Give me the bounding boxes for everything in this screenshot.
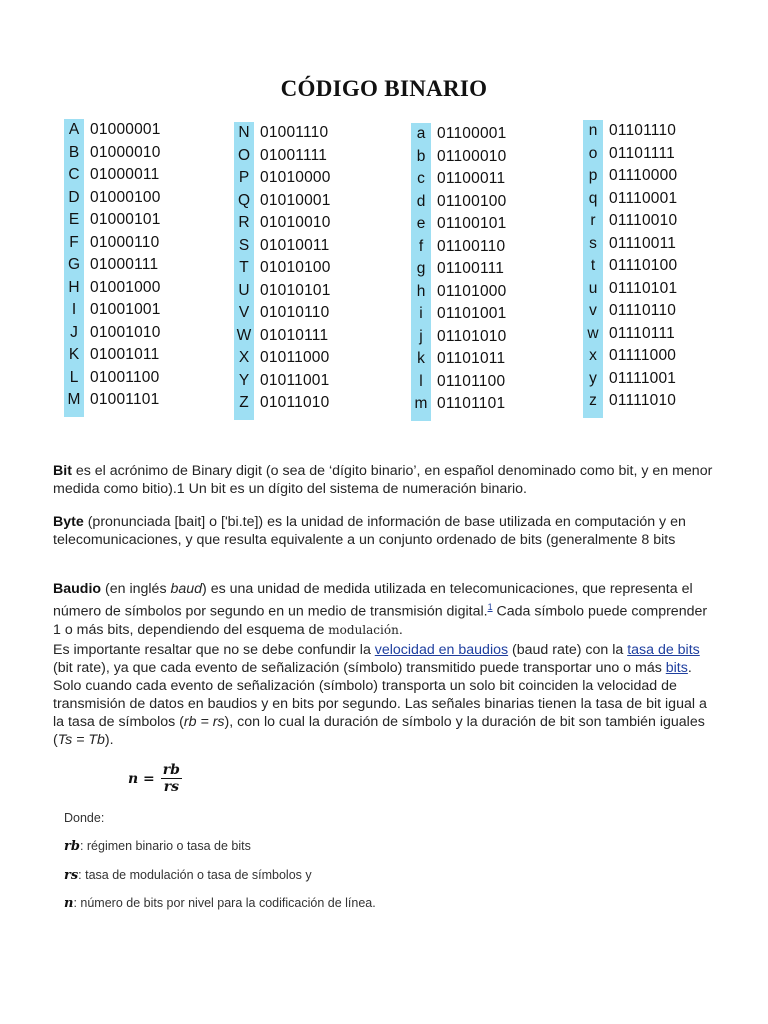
binary-code-cell: 01000111 (90, 256, 159, 274)
table-row (234, 370, 331, 393)
binary-code-cell: 01110011 (609, 234, 677, 252)
letter-cell: Z (239, 394, 249, 412)
table-row (411, 371, 506, 394)
binary-code-cell: 01111000 (609, 347, 677, 365)
binary-code-cell: 01101100 (437, 372, 506, 390)
binary-code-cell: 01010100 (260, 259, 331, 277)
baudio-term: Baudio (53, 581, 102, 597)
table-row (411, 236, 506, 259)
table-row (234, 392, 331, 415)
letter-cell: Y (238, 371, 250, 389)
binary-code-cell: 01000010 (90, 143, 161, 161)
binary-code-cell: 01101010 (437, 327, 507, 345)
table-row (411, 168, 506, 191)
binary-code-cell: 01101111 (609, 144, 675, 162)
table-row (234, 122, 331, 145)
binary-code-cell: 01000110 (90, 233, 160, 251)
letter-cell: l (419, 372, 423, 390)
letter-cell: f (418, 237, 424, 255)
binary-code-cell: 01101011 (437, 350, 506, 368)
letter-cell: X (238, 349, 250, 367)
binary-code-cell: 01001111 (260, 146, 328, 164)
letter-cell: P (238, 169, 250, 187)
baudio-paragraph: Baudio (en inglés baud) es una unidad de medida utilizada en telecomunicaciones, que representa el número de símbolos por segundo en un medio de transmisión digital.$^1$ Cada símbolo puede comprender 1 o más bits, dependiendo del esquema de modulación. (53, 581, 708, 638)
table-row (64, 389, 161, 412)
formula-numerator: rb (162, 762, 180, 778)
byte-term: Byte (53, 514, 84, 530)
table-row (411, 123, 506, 146)
table-row (64, 344, 161, 367)
binary-code-cell: 01101000 (437, 282, 507, 300)
table-row (64, 367, 161, 390)
link-tasa-de-bits[interactable]: tasa de bits (627, 642, 700, 658)
binary-code-cell: 01010001 (260, 191, 331, 209)
binary-code-cell: 01011001 (260, 371, 330, 389)
binary-code-cell: 01010111 (260, 326, 329, 344)
binary-code-cell: 01010000 (260, 169, 331, 187)
letter-cell: n (588, 122, 598, 140)
binary-code-cell: 01000100 (90, 188, 161, 206)
binary-code-cell: 01011010 (260, 394, 330, 412)
binary-code-cell: 01100010 (437, 147, 507, 165)
table-row (583, 323, 677, 346)
binary-code-cell: 01100001 (437, 125, 507, 143)
table-row (234, 167, 331, 190)
table-row (64, 119, 161, 142)
letter-cell: G (67, 256, 81, 274)
letter-cell: J (70, 323, 78, 341)
byte-text: (pronunciada [bait] o ['bi.te]) es la unidad de información de base utilizada en computación y en telecomunicaciones, y que resulta equivalente a un conjunto ordenado de bits (generalmente 8 bits (53, 514, 686, 548)
table-row (411, 258, 506, 281)
letter-cell: N (238, 124, 250, 142)
baud-word: baud (170, 581, 203, 597)
table-row (64, 209, 161, 232)
binary-code-cell: 01110101 (609, 279, 678, 297)
binary-code-cell: 01111010 (609, 392, 677, 410)
table-row (64, 254, 161, 277)
table-row (64, 232, 161, 255)
table-column (583, 120, 677, 413)
binary-code-cell: 01011000 (260, 349, 330, 367)
letter-cell: e (416, 215, 426, 233)
letter-cell: g (416, 260, 426, 278)
table-row (64, 277, 161, 300)
letter-cell: E (68, 211, 80, 229)
table-row (583, 368, 677, 391)
table-row (583, 390, 677, 413)
binary-code-cell: 01100011 (437, 170, 506, 188)
table-row (234, 280, 331, 303)
letter-cell: t (590, 257, 596, 275)
binary-code-cell: 01000001 (90, 121, 161, 139)
byte-paragraph (53, 513, 713, 549)
page-title: CÓDIGO BINARIO (280, 76, 488, 101)
binary-code-cell: 01010101 (260, 281, 331, 299)
table-row (234, 235, 331, 258)
binary-code-cell: 01110010 (609, 212, 678, 230)
binary-code-cell: 01100110 (437, 237, 506, 255)
binary-code-cell: 01100101 (437, 215, 507, 233)
table-row (411, 393, 506, 416)
table-row (234, 347, 331, 370)
binary-code-cell: 01001110 (260, 124, 329, 142)
binary-code-cell: 01110100 (609, 257, 678, 275)
letter-cell: u (588, 279, 598, 297)
binary-code-cell: 01110111 (609, 324, 675, 342)
binary-code-cell: 01000011 (90, 166, 160, 184)
binary-code-cell: 01101101 (437, 395, 506, 413)
table-row (583, 255, 677, 278)
letter-cell: B (68, 143, 80, 161)
link-velocidad-en-baudios[interactable]: velocidad en baudios (374, 642, 509, 658)
table-row (64, 299, 161, 322)
table-row (411, 281, 506, 304)
letter-cell: w (587, 324, 599, 342)
formula-fraction (161, 762, 182, 795)
letter-cell: j (419, 327, 423, 345)
letter-cell: H (68, 278, 80, 296)
letter-cell: k (417, 350, 425, 368)
bit-text: es el acrónimo de Binary digit (o sea de ‘dígito binario’, en español denominado como bit, y en menor medida como bitio).1 Un bit es un dígito del sistema de numeración binario. (53, 463, 713, 497)
table-row (234, 302, 331, 325)
binary-code-cell: 01110001 (609, 189, 678, 207)
table-row (234, 257, 331, 280)
table-row (234, 212, 331, 235)
letter-cell: T (239, 259, 249, 277)
binary-code-cell: 01110000 (609, 167, 678, 185)
binary-code-cell: 01010110 (260, 304, 330, 322)
table-row (411, 303, 506, 326)
letter-cell: s (589, 234, 597, 252)
binary-code-cell: 01101001 (437, 305, 507, 323)
binary-code-cell: 01010010 (260, 214, 331, 232)
table-row (583, 143, 677, 166)
table-row (583, 278, 677, 301)
letter-cell: p (588, 167, 598, 185)
letter-cell: D (68, 188, 80, 206)
table-row (64, 142, 161, 165)
letter-cell: O (237, 146, 251, 164)
table-column (64, 119, 161, 412)
binary-code-cell: 01001011 (90, 346, 160, 364)
letter-cell: m (414, 395, 428, 413)
definition-rs: rs: tasa de modulación o tasa de símbolos y (64, 868, 312, 883)
letter-cell: x (589, 347, 597, 365)
binary-code-cell: 01010011 (260, 236, 330, 254)
table-row (234, 190, 331, 213)
table-row (583, 188, 677, 211)
donde-label: Donde: (64, 811, 105, 825)
table-row (64, 164, 161, 187)
letter-cell: R (238, 214, 250, 232)
table-row (234, 145, 331, 168)
definition-n: n: número de bits por nivel para la codificación de línea. (64, 896, 376, 911)
table-row (411, 348, 506, 371)
table-row (583, 165, 677, 188)
table-row (411, 326, 506, 349)
table-row (583, 233, 677, 256)
modulacion-word: modulación (328, 622, 399, 637)
definition-rb: rb: régimen binario o tasa de bits (64, 839, 251, 854)
letter-cell: z (589, 392, 597, 410)
table-row (64, 187, 161, 210)
letter-cell: L (69, 368, 79, 386)
table-column (234, 122, 331, 415)
letter-cell: S (238, 236, 250, 254)
letter-cell: a (416, 125, 426, 143)
letter-cell: C (68, 166, 80, 184)
bit-term: Bit (53, 463, 72, 479)
letter-cell: K (68, 346, 80, 364)
link-bits[interactable]: bits (665, 660, 688, 676)
letter-cell: Q (237, 191, 251, 209)
binary-code-cell: 01100100 (437, 192, 507, 210)
binary-code-cell: 01001010 (90, 323, 161, 341)
binary-code-cell: 01001100 (90, 368, 160, 386)
bit-paragraph (53, 462, 713, 498)
table-row (234, 325, 331, 348)
important-paragraph: Es importante resaltar que no se debe confundir la velocidad en baudios (baud rate) con la tasa de bits (bit rate), ya que cada evento de señalización (símbolo) transmitido puede transportar uno o más bits. Solo cuando cada evento de señalización (símbolo) transporta un solo bit coinciden la velocidad de transmisión de datos en baudios y en bits por segundo. Las señales binarias tienen la tasa de bit igual a la tasa de símbolos (rb = rs), con lo cual la duración de símbolo y la duración de bit son también iguales (Ts = Tb). (53, 642, 707, 748)
table-row (583, 345, 677, 368)
letter-cell: M (67, 391, 81, 409)
letter-cell: v (589, 302, 597, 320)
letter-cell: d (416, 192, 426, 210)
binary-code-cell: 01111001 (609, 369, 677, 387)
binary-code-cell: 01100111 (437, 260, 505, 278)
letter-cell: F (69, 233, 79, 251)
table-row (583, 300, 677, 323)
letter-cell: A (68, 121, 80, 139)
binary-code-cell: 01101110 (609, 122, 677, 140)
formula-lhs: n = (128, 770, 155, 787)
formula-denominator: rs (163, 779, 180, 795)
table-row (411, 191, 506, 214)
table-row (64, 322, 161, 345)
letter-cell: b (416, 147, 426, 165)
binary-code-cell: 01000101 (90, 211, 161, 229)
letter-cell: i (419, 305, 423, 323)
letter-cell: r (590, 212, 596, 230)
letter-cell: h (416, 282, 426, 300)
baud-formula (128, 762, 182, 795)
binary-code-cell: 01001101 (90, 391, 160, 409)
table-row (583, 210, 677, 233)
letter-cell: V (238, 304, 250, 322)
letter-cell: y (589, 369, 597, 387)
table-column (411, 123, 506, 416)
binary-code-cell: 01001001 (90, 301, 161, 319)
letter-cell: I (71, 301, 77, 319)
binary-code-cell: 01110110 (609, 302, 677, 320)
letter-cell: W (236, 326, 252, 344)
binary-code-cell: 01001000 (90, 278, 161, 296)
letter-cell: U (238, 281, 250, 299)
table-row (411, 146, 506, 169)
letter-cell: o (588, 144, 598, 162)
table-row (411, 213, 506, 236)
letter-cell: c (417, 170, 425, 188)
table-row (583, 120, 677, 143)
reference-link[interactable]: 1 (487, 602, 493, 612)
letter-cell: q (588, 189, 598, 207)
